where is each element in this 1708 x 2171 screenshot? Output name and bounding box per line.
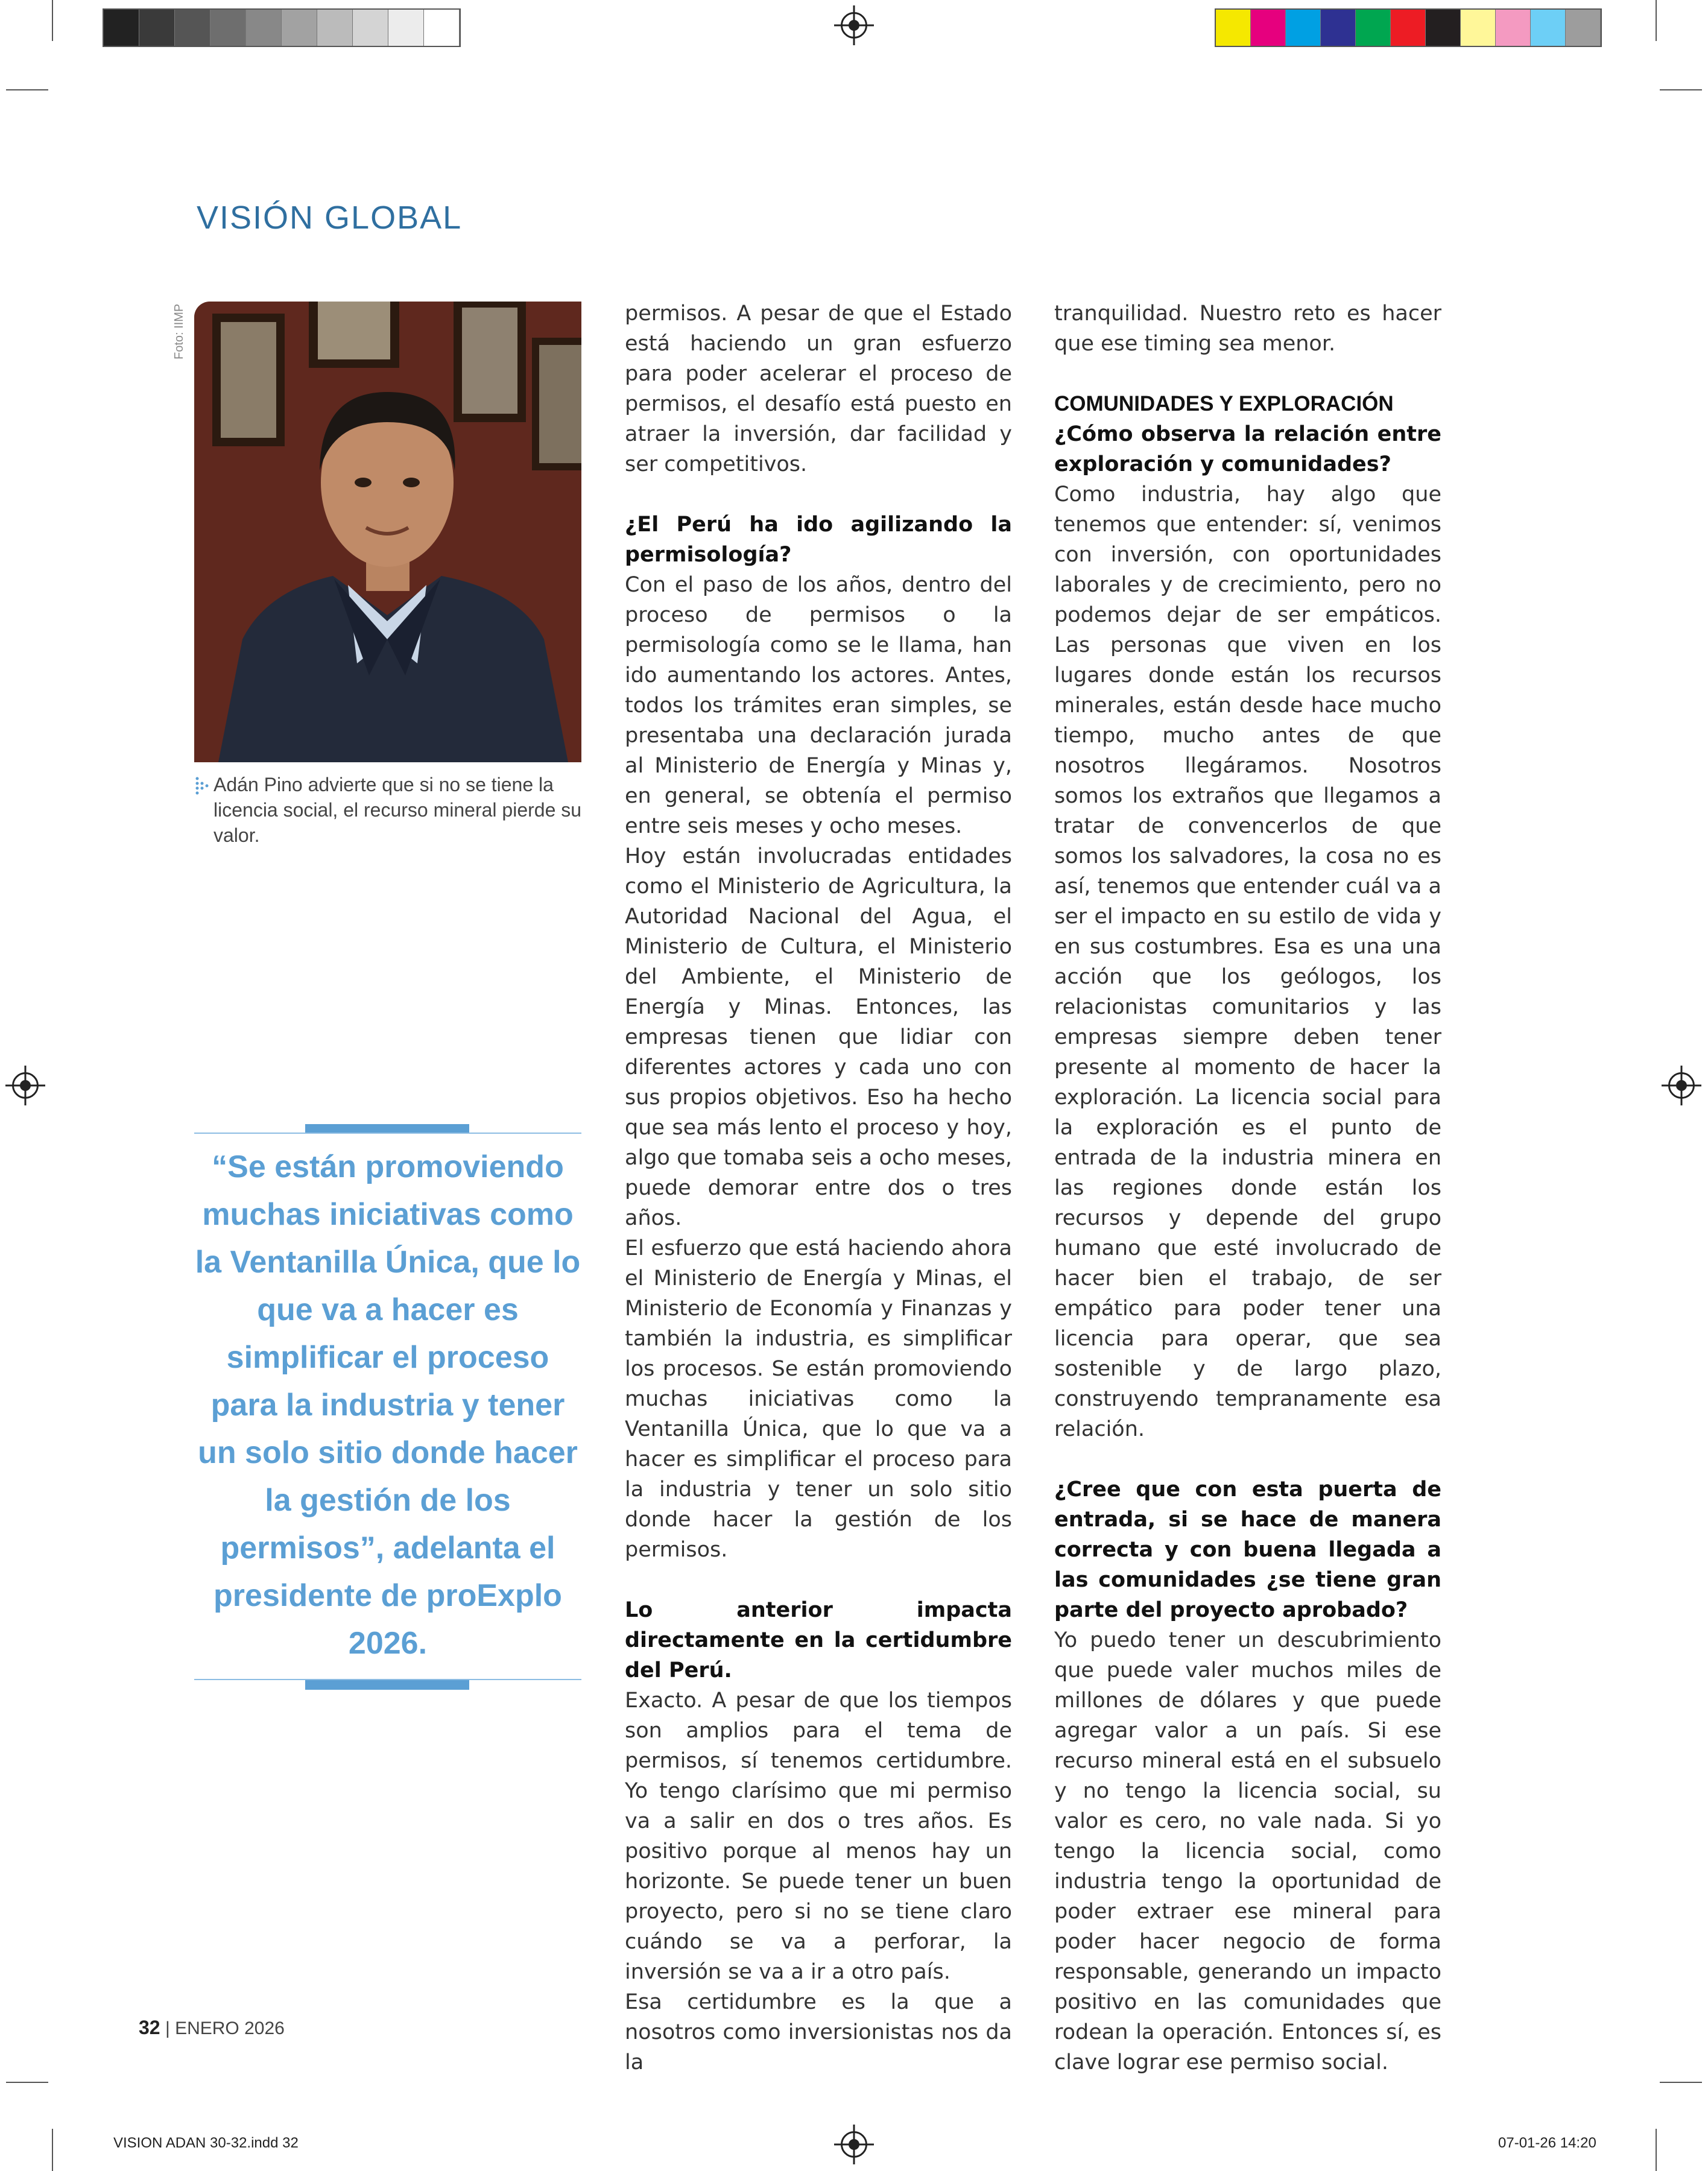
paragraph: El esfuerzo que está haciendo ahora el Ministerio de Energía y Minas, el Ministerio de Economía y Finanzas y también la industria, es simplificar los procesos. Se están promoviendo muchas iniciativas como la Ventanilla Única, que lo que va a hacer es simplificar el proceso para la industria y tener un solo sitio donde hacer la gestión de los permisos.: [625, 1236, 1012, 1562]
paragraph: Yo puedo tener un descubrimiento que puede valer muchos miles de millones de dólares y que puede agregar valor a un país. Si ese recurso mineral está en el subsuelo y no tengo la licencia social, su valor es cero, no vale nada. Si yo tengo la licencia social, como industria tengo la oportunidad de poder extraer ese mineral para poder hacer negocio de forma responsable, generando un impacto positivo en las comunidades que rodean la operación. Entonces sí, es clave lograr ese permiso social.: [1054, 1628, 1441, 2075]
interview-question: Lo anterior impacta directamente en la certidumbre del Perú.: [625, 1598, 1012, 1683]
crop-mark: [6, 89, 48, 90]
color-swatch: [1251, 10, 1286, 46]
crop-mark: [1656, 0, 1657, 41]
crop-mark: [52, 2129, 53, 2171]
registration-mark-icon: [841, 2131, 867, 2158]
color-swatch: [1216, 10, 1251, 46]
issue-label: | ENERO 2026: [165, 2018, 285, 2038]
paragraph: Hoy están involucradas entidades como el Ministerio de Agricultura, la Autoridad Nacional del Agua, el Ministerio de Cultura, el Ministerio del Ambiente, el Ministerio de Energía y Minas. Entonces, las empresas tienen que lidiar con diferentes actores y cada uno con sus propios objetivos. Eso ha hecho que sea más lento el proceso y hoy, algo que tomaba seis a ocho meses, puede demorar entre dos o tres años.: [625, 844, 1012, 1230]
color-swatch: [1426, 10, 1461, 46]
color-swatch: [1286, 10, 1321, 46]
page-folio: [139, 2017, 285, 2039]
paragraph: Como industria, hay algo que tenemos que entender: sí, venimos con inversión, con oportunidades laborales y de crecimiento, pero no podemos dejar de ser empáticos. Las personas que viven en los lugares donde están los recursos minerales, están desde hace mucho tiempo, mucho antes de que nosotros llegáramos. Nosotros somos los extraños que llegamos a tratar de convencerlos de que somos los salvadores, la cosa no es así, tenemos que entender cuál va a ser el impacto en su estilo de vida y en sus costumbres. Esa es una una acción que los geólogos, los relacionistas comunitarios y las empresas siempre deben tener presente al momento de hacer la exploración. La licencia social para la exploración es el punto de entrada de la industria minera en las regiones donde están los recursos y depende del grupo humano que esté involucrado de hacer bien el trabajo, de ser empático para poder tener una licencia para operar, que sea sostenible y de largo plazo, construyendo tempranamente esa relación.: [1054, 482, 1441, 1441]
photo-caption: Adán Pino advierte que si no se tiene la licencia social, el recurso mineral pierde su valor.: [214, 774, 582, 846]
registration-mark-icon: [841, 12, 867, 39]
section-heading: COMUNIDADES Y EXPLORACIÓN: [1054, 392, 1394, 416]
portrait-illustration: [194, 302, 581, 762]
interview-question: ¿El Perú ha ido agilizando la permisología?: [625, 513, 1012, 567]
color-swatch: [1356, 10, 1391, 46]
pullquote: “Se están promoviendo muchas iniciativas como la Ventanilla Única, que lo que va a hacer es simplificar el proceso para la industria y tener un solo sitio donde hacer la gestión de los permisos”, adelanta el presidente de proExplo 2026.: [195, 1149, 581, 1661]
grayscale-calibration-bar: [103, 8, 461, 47]
gray-swatch: [139, 10, 175, 46]
gray-swatch: [424, 10, 460, 46]
registration-mark-icon: [12, 1072, 39, 1099]
gray-swatch: [246, 10, 282, 46]
registration-mark-icon: [1668, 1072, 1695, 1099]
paragraph: tranquilidad. Nuestro reto es hacer que ese timing sea menor.: [1054, 302, 1441, 356]
crop-mark: [1660, 89, 1702, 90]
photo-credit-text: Foto: IIMP: [172, 303, 186, 359]
gray-swatch: [317, 10, 353, 46]
color-swatch: [1566, 10, 1601, 46]
interview-question: ¿Cómo observa la relación entre exploración y comunidades?: [1054, 422, 1441, 476]
paragraph: Esa certidumbre es la que a nosotros como inversionistas nos da la: [625, 1990, 1012, 2075]
section-title: VISIÓN GLOBAL: [197, 200, 463, 236]
pullquote-top-rule: [194, 1133, 581, 1134]
article-column-middle: [625, 299, 1012, 2078]
gray-swatch: [353, 10, 388, 46]
page-number: 32: [139, 2017, 160, 2038]
gray-swatch: [104, 10, 139, 46]
gray-swatch: [175, 10, 210, 46]
crop-mark: [1660, 2082, 1702, 2083]
crop-mark: [6, 2082, 48, 2083]
gray-swatch: [282, 10, 317, 46]
paragraph: permisos. A pesar de que el Estado está haciendo un gran esfuerzo para poder acelerar el proceso de permisos, el desafío está puesto en atraer la inversión, dar facilidad y ser competitivos.: [625, 302, 1012, 476]
color-swatch: [1496, 10, 1531, 46]
color-calibration-bar: [1215, 8, 1602, 47]
paragraph: Con el paso de los años, dentro del proceso de permisos o la permisología como se le llama, han ido aumentando los actores. Antes, todos los trámites eran simples, se presentaba una declaración jurada al Ministerio de Energía y Minas y, en general, se obtenía el permiso entre seis meses y ocho meses.: [625, 573, 1012, 838]
pullquote-bottom-bar: [305, 1680, 469, 1690]
caption-bullet-icon: [195, 777, 209, 797]
file-slug: VISION ADAN 30-32.indd 32: [113, 2135, 299, 2151]
gray-swatch: [388, 10, 424, 46]
photo-credit: [172, 302, 197, 362]
crop-mark: [52, 0, 53, 41]
color-swatch: [1531, 10, 1566, 46]
interview-question: ¿Cree que con esta puerta de entrada, si se hace de manera correcta y con buena llegada a las comunidades ¿se tiene gran parte del proyecto aprobado?: [1054, 1477, 1441, 1622]
paragraph: Exacto. A pesar de que los tiempos son amplios para el tema de permisos, sí tenemos certidumbre. Yo tengo clarísimo que mi permiso va a salir en dos o tres años. Es positivo porque al menos hay un horizonte. Se puede tener un buen proyecto, pero si no se tiene claro cuándo se va a perforar, la inversión se va a ir a otro país.: [625, 1689, 1012, 1984]
date-slug: 07-01-26 14:20: [1498, 2135, 1596, 2151]
color-swatch: [1321, 10, 1356, 46]
crop-mark: [1656, 2129, 1657, 2171]
gray-swatch: [210, 10, 246, 46]
portrait-photo: [194, 302, 581, 762]
article-column-right: [1054, 299, 1441, 2078]
color-swatch: [1391, 10, 1426, 46]
color-swatch: [1461, 10, 1496, 46]
